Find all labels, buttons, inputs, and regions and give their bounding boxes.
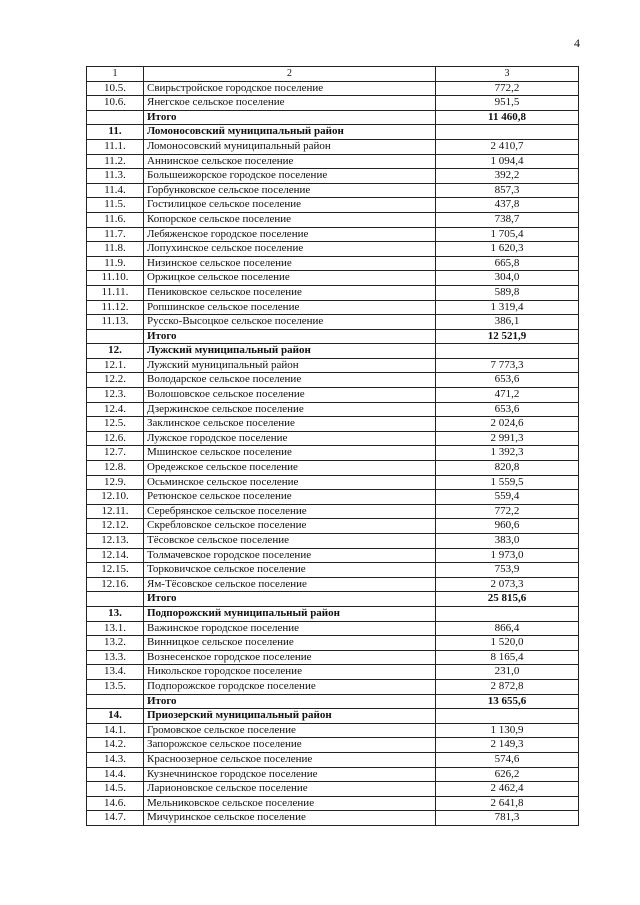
- row-number: 13.1.: [87, 621, 144, 636]
- column-number-3: 3: [436, 67, 579, 82]
- district-header-row: [87, 125, 579, 140]
- row-name: Лужский муниципальный район: [144, 358, 436, 373]
- row-number: 12.11.: [87, 504, 144, 519]
- row-name: Ломоносовский муниципальный район: [144, 139, 436, 154]
- total-row: [87, 329, 579, 344]
- table-row: [87, 373, 579, 388]
- row-name: Горбунковское сельское поселение: [144, 183, 436, 198]
- row-name: Низинское сельское поселение: [144, 256, 436, 271]
- row-number: 12.5.: [87, 417, 144, 432]
- row-value: 231,0: [436, 665, 579, 680]
- row-name: Лужский муниципальный район: [144, 344, 436, 359]
- row-value: 772,2: [436, 504, 579, 519]
- row-number: 12.7.: [87, 446, 144, 461]
- row-name: Ломоносовский муниципальный район: [144, 125, 436, 140]
- row-value: 2 024,6: [436, 417, 579, 432]
- row-name: Итого: [144, 110, 436, 125]
- row-value: 437,8: [436, 198, 579, 213]
- column-number-1: 1: [87, 67, 144, 82]
- row-value: 665,8: [436, 256, 579, 271]
- row-number: 14.4.: [87, 767, 144, 782]
- table-row: [87, 271, 579, 286]
- allocation-table: [86, 66, 579, 826]
- table-row: [87, 504, 579, 519]
- table-row: [87, 285, 579, 300]
- row-name: Гостилицкое сельское поселение: [144, 198, 436, 213]
- table-row: [87, 782, 579, 797]
- row-number: 12.15.: [87, 563, 144, 578]
- row-number: 11.4.: [87, 183, 144, 198]
- row-name: Лопухинское сельское поселение: [144, 242, 436, 257]
- row-number: 11.1.: [87, 139, 144, 154]
- row-number: 11.9.: [87, 256, 144, 271]
- row-number: 10.5.: [87, 81, 144, 96]
- row-value: 1 973,0: [436, 548, 579, 563]
- table-row: [87, 650, 579, 665]
- table-row: [87, 490, 579, 505]
- table-row: [87, 402, 579, 417]
- row-value: 820,8: [436, 461, 579, 476]
- row-value: 1 130,9: [436, 723, 579, 738]
- row-name: Копорское сельское поселение: [144, 212, 436, 227]
- row-name: Заклинское сельское поселение: [144, 417, 436, 432]
- row-name: Тёсовское сельское поселение: [144, 534, 436, 549]
- row-number: 12.: [87, 344, 144, 359]
- row-number: 11.2.: [87, 154, 144, 169]
- row-name: Вознесенское городское поселение: [144, 650, 436, 665]
- row-name: Володарское сельское поселение: [144, 373, 436, 388]
- table-row: [87, 738, 579, 753]
- table-row: [87, 315, 579, 330]
- row-number: 11.11.: [87, 285, 144, 300]
- table-row: [87, 679, 579, 694]
- row-name: Торковичское сельское поселение: [144, 563, 436, 578]
- row-number: 12.14.: [87, 548, 144, 563]
- row-value: 7 773,3: [436, 358, 579, 373]
- table-row: [87, 227, 579, 242]
- table-row: [87, 139, 579, 154]
- table-row: [87, 256, 579, 271]
- row-number: 11.12.: [87, 300, 144, 315]
- table-row: [87, 169, 579, 184]
- row-value: 653,6: [436, 373, 579, 388]
- row-name: Важинское городское поселение: [144, 621, 436, 636]
- row-value: 1 319,4: [436, 300, 579, 315]
- table-row: [87, 96, 579, 111]
- row-name: Большеижорское городское поселение: [144, 169, 436, 184]
- row-value: 1 392,3: [436, 446, 579, 461]
- table-row: [87, 417, 579, 432]
- table-row: [87, 81, 579, 96]
- row-value: 2 872,8: [436, 679, 579, 694]
- table-row: [87, 767, 579, 782]
- table-row: [87, 358, 579, 373]
- row-name: Подпорожское городское поселение: [144, 679, 436, 694]
- table-row: [87, 811, 579, 826]
- row-value: 1 705,4: [436, 227, 579, 242]
- table-row: [87, 154, 579, 169]
- row-number: 13.2.: [87, 636, 144, 651]
- row-name: Подпорожский муниципальный район: [144, 606, 436, 621]
- district-header-row: [87, 709, 579, 724]
- row-number: 14.6.: [87, 796, 144, 811]
- row-name: Серебрянское сельское поселение: [144, 504, 436, 519]
- row-value: 1 620,3: [436, 242, 579, 257]
- row-name: Волошовское сельское поселение: [144, 388, 436, 403]
- district-header-row: [87, 344, 579, 359]
- row-number: 14.5.: [87, 782, 144, 797]
- table-row: [87, 388, 579, 403]
- table-body: [87, 67, 579, 826]
- row-name: Лебяженское городское поселение: [144, 227, 436, 242]
- table-row: [87, 183, 579, 198]
- row-number: 12.6.: [87, 431, 144, 446]
- row-value: 1 094,4: [436, 154, 579, 169]
- row-value: 738,7: [436, 212, 579, 227]
- row-value: 304,0: [436, 271, 579, 286]
- row-name: Осьминское сельское поселение: [144, 475, 436, 490]
- row-number: 14.2.: [87, 738, 144, 753]
- table-row: [87, 636, 579, 651]
- row-value: 866,4: [436, 621, 579, 636]
- row-number: 11.: [87, 125, 144, 140]
- row-value: 960,6: [436, 519, 579, 534]
- total-row: [87, 694, 579, 709]
- row-value: 951,5: [436, 96, 579, 111]
- row-value: 2 410,7: [436, 139, 579, 154]
- row-name: Громовское сельское поселение: [144, 723, 436, 738]
- row-number: 12.12.: [87, 519, 144, 534]
- table-row: [87, 300, 579, 315]
- row-value: 386,1: [436, 315, 579, 330]
- row-value: 2 149,3: [436, 738, 579, 753]
- row-number: [87, 110, 144, 125]
- row-value: 25 815,6: [436, 592, 579, 607]
- table-row: [87, 446, 579, 461]
- row-number: 12.2.: [87, 373, 144, 388]
- row-name: Дзержинское сельское поселение: [144, 402, 436, 417]
- row-number: 13.3.: [87, 650, 144, 665]
- row-name: Ретюнское сельское поселение: [144, 490, 436, 505]
- row-number: 14.3.: [87, 752, 144, 767]
- row-number: 12.8.: [87, 461, 144, 476]
- row-value: 772,2: [436, 81, 579, 96]
- row-name: Мичуринское сельское поселение: [144, 811, 436, 826]
- column-number-row: [87, 67, 579, 82]
- row-name: Ропшинское сельское поселение: [144, 300, 436, 315]
- row-value: 2 073,3: [436, 577, 579, 592]
- row-name: Ям-Тёсовское сельское поселение: [144, 577, 436, 592]
- table-row: [87, 548, 579, 563]
- row-value: 2 991,3: [436, 431, 579, 446]
- row-number: 12.10.: [87, 490, 144, 505]
- row-value: 471,2: [436, 388, 579, 403]
- row-name: Янегское сельское поселение: [144, 96, 436, 111]
- row-name: Запорожское сельское поселение: [144, 738, 436, 753]
- row-number: 11.13.: [87, 315, 144, 330]
- table-row: [87, 534, 579, 549]
- row-value: 383,0: [436, 534, 579, 549]
- row-name: Скребловское сельское поселение: [144, 519, 436, 534]
- row-value: 574,6: [436, 752, 579, 767]
- table-row: [87, 796, 579, 811]
- row-name: Красноозерное сельское поселение: [144, 752, 436, 767]
- row-value: [436, 125, 579, 140]
- row-value: 13 655,6: [436, 694, 579, 709]
- row-value: 1 520,0: [436, 636, 579, 651]
- row-number: [87, 592, 144, 607]
- row-number: [87, 329, 144, 344]
- row-name: Итого: [144, 694, 436, 709]
- row-name: Кузнечнинское городское поселение: [144, 767, 436, 782]
- row-number: 12.16.: [87, 577, 144, 592]
- row-value: 11 460,8: [436, 110, 579, 125]
- row-name: Никольское городское поселение: [144, 665, 436, 680]
- row-value: 781,3: [436, 811, 579, 826]
- row-number: 14.7.: [87, 811, 144, 826]
- row-number: 12.13.: [87, 534, 144, 549]
- table-row: [87, 563, 579, 578]
- row-number: 11.8.: [87, 242, 144, 257]
- page-number: 4: [574, 36, 580, 50]
- row-name: Пениковское сельское поселение: [144, 285, 436, 300]
- table-row: [87, 621, 579, 636]
- row-value: 753,9: [436, 563, 579, 578]
- row-value: [436, 344, 579, 359]
- table-row: [87, 752, 579, 767]
- row-value: 2 462,4: [436, 782, 579, 797]
- row-number: 14.: [87, 709, 144, 724]
- table-row: [87, 431, 579, 446]
- row-name: Мельниковское сельское поселение: [144, 796, 436, 811]
- table-row: [87, 198, 579, 213]
- row-number: 12.9.: [87, 475, 144, 490]
- row-name: Лужское городское поселение: [144, 431, 436, 446]
- row-number: 11.7.: [87, 227, 144, 242]
- table-row: [87, 519, 579, 534]
- row-value: 559,4: [436, 490, 579, 505]
- row-value: 626,2: [436, 767, 579, 782]
- row-name: Русско-Высоцкое сельское поселение: [144, 315, 436, 330]
- row-name: Свирьстройское городское поселение: [144, 81, 436, 96]
- row-value: [436, 709, 579, 724]
- row-number: [87, 694, 144, 709]
- row-value: 392,2: [436, 169, 579, 184]
- row-number: 13.4.: [87, 665, 144, 680]
- table-row: [87, 461, 579, 476]
- table-row: [87, 723, 579, 738]
- row-value: 1 559,5: [436, 475, 579, 490]
- row-number: 13.5.: [87, 679, 144, 694]
- row-value: 857,3: [436, 183, 579, 198]
- row-number: 11.6.: [87, 212, 144, 227]
- row-name: Мшинское сельское поселение: [144, 446, 436, 461]
- table-row: [87, 212, 579, 227]
- table-row: [87, 242, 579, 257]
- row-number: 11.3.: [87, 169, 144, 184]
- row-value: [436, 606, 579, 621]
- row-name: Оржицкое сельское поселение: [144, 271, 436, 286]
- row-value: 8 165,4: [436, 650, 579, 665]
- row-number: 13.: [87, 606, 144, 621]
- table-row: [87, 577, 579, 592]
- row-name: Итого: [144, 329, 436, 344]
- row-name: Итого: [144, 592, 436, 607]
- row-name: Толмачевское городское поселение: [144, 548, 436, 563]
- row-number: 14.1.: [87, 723, 144, 738]
- total-row: [87, 592, 579, 607]
- row-name: Ларионовское сельское поселение: [144, 782, 436, 797]
- row-value: 653,6: [436, 402, 579, 417]
- total-row: [87, 110, 579, 125]
- row-name: Аннинское сельское поселение: [144, 154, 436, 169]
- row-value: 12 521,9: [436, 329, 579, 344]
- row-name: Приозерский муниципальный район: [144, 709, 436, 724]
- row-number: 12.1.: [87, 358, 144, 373]
- row-number: 11.5.: [87, 198, 144, 213]
- row-value: 589,8: [436, 285, 579, 300]
- column-number-2: 2: [144, 67, 436, 82]
- row-name: Винницкое сельское поселение: [144, 636, 436, 651]
- table-row: [87, 665, 579, 680]
- table-row: [87, 475, 579, 490]
- row-name: Оредежское сельское поселение: [144, 461, 436, 476]
- district-header-row: [87, 606, 579, 621]
- row-number: 12.3.: [87, 388, 144, 403]
- row-number: 12.4.: [87, 402, 144, 417]
- row-number: 11.10.: [87, 271, 144, 286]
- row-value: 2 641,8: [436, 796, 579, 811]
- row-number: 10.6.: [87, 96, 144, 111]
